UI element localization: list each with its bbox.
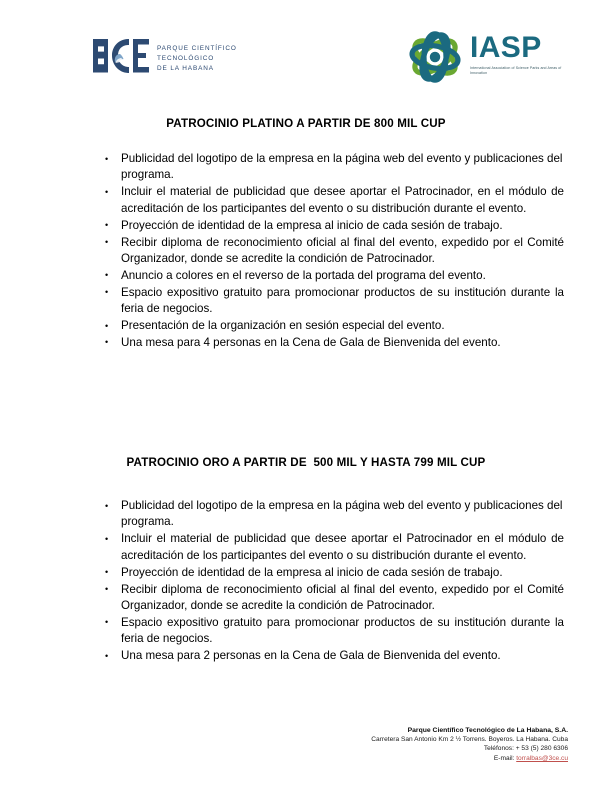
section-title-oro: PATROCINIO ORO A PARTIR DE 500 MIL Y HASTA 799 MIL CUP: [126, 456, 486, 469]
logo-iasp: [406, 28, 576, 86]
list-item: • Una mesa para 2 personas en la Cena de Gala de Bienvenida del evento.: [104, 648, 564, 664]
list-item: • Presentación de la organización en sesión especial del evento.: [104, 318, 564, 334]
list-item: • Recibir diploma de reconocimiento oficial al final del evento, expedido por el Comité Organizador, donde se acredite la condición de Patrocinador.: [104, 582, 564, 615]
logo-3ce-line-1: PARQUE CIENTÍFICO: [157, 45, 237, 52]
list-item: • Incluir el material de publicidad que desee aportar el Patrocinador, en el módulo de acreditación de los participantes del evento o su distribución durante el evento.: [104, 184, 564, 217]
list-item: • Proyección de identidad de la empresa al inicio de cada sesión de trabajo.: [104, 218, 564, 234]
list-item: • Proyección de identidad de la empresa al inicio de cada sesión de trabajo.: [104, 565, 564, 581]
footer-email-label: E-mail:: [493, 754, 515, 762]
list-item: • Espacio expositivo gratuito para promocionar productos de su institución durante la feria de negocios.: [104, 285, 564, 318]
footer-company-name: Parque Científico Tecnológico de La Habana, S.A.: [407, 727, 568, 734]
iasp-textblock: [470, 33, 576, 77]
list-item: • Espacio expositivo gratuito para promocionar productos de su institución durante la feria de negocios.: [104, 615, 564, 648]
logo-3ce-nametext: [157, 44, 237, 74]
iasp-atom-icon: [406, 28, 464, 86]
logo-parque-cientifico: [92, 34, 237, 78]
benefits-list-oro: [104, 498, 564, 665]
logo-3ce-line-2: TECNOLÓGICO: [157, 54, 215, 62]
iasp-tagline: International Association of Science Parks and Areas of Innovation: [470, 66, 562, 76]
list-item: • Recibir diploma de reconocimiento oficial al final del evento, expedido por el Comité Organizador, donde se acredite la condición de Patrocinador.: [104, 235, 564, 268]
list-item: • Publicidad del logotipo de la empresa en la página web del evento y publicaciones del programa.: [104, 498, 564, 531]
footer-address: Carretera San Antonio Km 2 ½ Torrens. Boyeros. La Habana. Cuba: [371, 736, 568, 744]
benefits-list-platino: [104, 151, 564, 352]
footer-email-link[interactable]: torralbas@3ce.cu: [516, 754, 568, 762]
footer-phone: Teléfonos: + 53 (5) 280 6306: [483, 745, 568, 753]
logo-3ce-line-3: DE LA HABANA: [157, 64, 214, 72]
list-item: • Una mesa para 4 personas en la Cena de Gala de Bienvenida del evento.: [104, 335, 564, 351]
list-item: • Publicidad del logotipo de la empresa en la página web del evento y publicaciones del programa.: [104, 151, 564, 184]
list-item: • Anuncio a colores en el reverso de la portada del programa del evento.: [104, 268, 564, 284]
iasp-wordmark: IASP: [470, 31, 542, 64]
document-header: [0, 28, 612, 98]
logo-3ce-icon: [92, 34, 150, 78]
document-footer: [0, 726, 612, 763]
footer-email-row: [0, 754, 568, 763]
list-item: • Incluir el material de publicidad que desee aportar el Patrocinador en el módulo de acreditación de los participantes del evento o su distribución durante el evento.: [104, 531, 564, 564]
section-title-platino: PATROCINIO PLATINO A PARTIR DE 800 MIL CUP: [166, 117, 446, 130]
